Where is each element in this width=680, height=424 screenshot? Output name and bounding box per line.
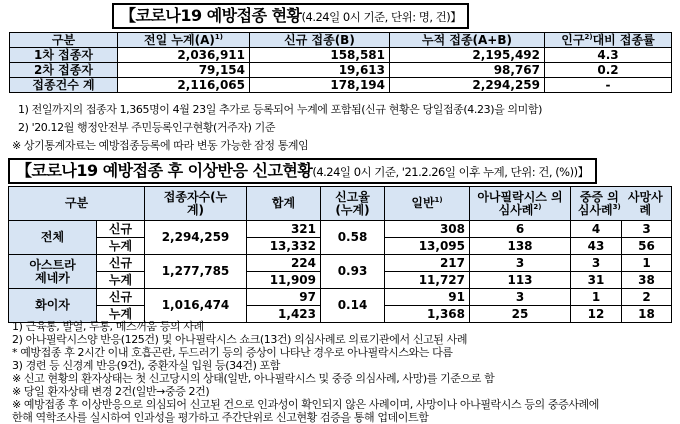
cell-severe: 43 [571, 238, 622, 255]
row-label: 접종건수 계 [10, 78, 118, 93]
col-header-total: 합계 [247, 187, 321, 221]
cell-rate: 0.58 [321, 221, 385, 255]
cell-death: 18 [622, 306, 672, 323]
adverse-reaction-title [8, 158, 597, 184]
title-sub: (4.24일 0시 기준, '21.2.26일 이후 누계, 단위: 건, (%))】 [312, 165, 589, 179]
cell-new: 178,194 [250, 78, 390, 93]
title-sub: (4.24일 0시 기준, 단위: 명, 건)】 [301, 10, 462, 24]
title-main: 【코로나19 예방접종 후 이상반응 신고현황 [16, 161, 313, 180]
cell-anaph: 113 [470, 272, 571, 289]
col-header-anaph: 아나필락시스 의심사례$^{2)}$ [470, 187, 571, 221]
cell-prev: 2,116,065 [118, 78, 250, 93]
note-a4: 3) 경련 등 신경계 반응(9건), 중환자실 입원 등(34건) 포함 [12, 359, 281, 372]
row-kind: 누계 [97, 306, 145, 323]
note-3: ※ 상기통계자료는 예방접종등록에 따라 변동 가능한 잠정 통계임 [12, 139, 309, 152]
cell-total: 224 [247, 255, 321, 272]
cell-rate: 0.2 [545, 63, 672, 78]
vaccination-status-table [9, 32, 672, 93]
cell-death: 2 [622, 289, 672, 306]
cell-death: 38 [622, 272, 672, 289]
table-row [10, 78, 672, 93]
cell-death: 3 [622, 221, 672, 238]
note-a3: * 예방접종 후 2시간 이내 호흡곤란, 두드러기 등의 증상이 나타난 경우로 아나필락시스와는 다름 [12, 346, 453, 359]
col-header-cum: 누적 접종(A+B) [390, 33, 545, 48]
cell-anaph: 3 [470, 289, 571, 306]
col-header-new: 신규 접종(B) [250, 33, 390, 48]
note-1: 1) 전일까지의 접종자 1,365명이 4월 23일 추가로 등록되어 누계에 포함됨(신규 현황은 당일접종(4.23)을 의미함) [18, 103, 542, 116]
cell-rate: 0.93 [321, 255, 385, 289]
table-header-row [10, 33, 672, 48]
row-kind: 신규 [97, 255, 145, 272]
cell-total: 13,332 [247, 238, 321, 255]
note-a2: 2) 아나필락시스양 반응(125건) 및 아나필락시스 쇼크(13건) 의심사례로 의료기관에서 신고된 사례 [12, 333, 468, 346]
title-main: 【코로나19 예방접종 현황 [120, 6, 302, 25]
col-header-rate: 인구$^{2)}$대비 접종률 [545, 33, 672, 48]
row-label: 2차 접종자 [10, 63, 118, 78]
group-label: 아스트라 제네카 [9, 255, 97, 289]
note-a6: ※ 당일 환자상태 변경 2건(일반→중증 2건) [12, 385, 210, 398]
col-header-severe: 중증 의심사례$^{3)}$ 사망사례 [571, 187, 672, 221]
cell-cum: 2,294,259 [390, 78, 545, 93]
cell-total: 11,909 [247, 272, 321, 289]
note-2: 2) '20.12월 행정안전부 주민등록인구현황(거주자) 기준 [18, 121, 276, 134]
cell-severe: 1 [571, 289, 622, 306]
table-row [9, 289, 672, 306]
cell-general: 217 [385, 255, 470, 272]
cell-vaccinated: 1,016,474 [145, 289, 247, 323]
col-header-general: 일반$^{1)}$ [385, 187, 470, 221]
table-row [10, 63, 672, 78]
cell-severe: 3 [571, 255, 622, 272]
cell-general: 1,368 [385, 306, 470, 323]
note-a5: ※ 신고 현황의 환자상태는 첫 신고당시의 상태(일반, 아나필락시스 및 중증 의심사례, 사망)를 기준으로 함 [12, 372, 495, 385]
group-label: 화이자 [9, 289, 97, 323]
cell-total: 321 [247, 221, 321, 238]
group-label: 전체 [9, 221, 97, 255]
row-kind: 신규 [97, 221, 145, 238]
cell-anaph: 25 [470, 306, 571, 323]
cell-severe: 12 [571, 306, 622, 323]
col-header-group: 구분 [10, 33, 118, 48]
cell-general: 11,727 [385, 272, 470, 289]
table-header-row [9, 187, 672, 221]
cell-rate: 0.14 [321, 289, 385, 323]
col-header-group: 구분 [9, 187, 145, 221]
cell-prev: 2,036,911 [118, 48, 250, 63]
row-kind: 누계 [97, 238, 145, 255]
table-row [9, 255, 672, 272]
col-header-rate: 신고율(누계) [321, 187, 385, 221]
col-header-vaccinated: 접종자수(누계) [145, 187, 247, 221]
col-header-prev: 전일 누계$(A)^{1)}$ [118, 33, 250, 48]
note-a7: ※ 예방접종 후 이상반응으로 의심되어 신고된 건으로 인과성이 확인되지 않은 사례이며, 사망이나 아나필락시스 등의 중증사례에 [12, 398, 600, 411]
note-a8: 한해 역학조사를 실시하여 인과성을 평가하고 주간단위로 신고현황 검증을 통해 업데이트함 [12, 411, 429, 424]
cell-cum: 98,767 [390, 63, 545, 78]
cell-severe: 31 [571, 272, 622, 289]
cell-anaph: 3 [470, 255, 571, 272]
cell-general: 91 [385, 289, 470, 306]
row-kind: 신규 [97, 289, 145, 306]
cell-cum: 2,195,492 [390, 48, 545, 63]
cell-new: 19,613 [250, 63, 390, 78]
cell-death: 1 [622, 255, 672, 272]
cell-rate: 4.3 [545, 48, 672, 63]
row-label: 1차 접종자 [10, 48, 118, 63]
cell-general: 13,095 [385, 238, 470, 255]
cell-severe: 4 [571, 221, 622, 238]
cell-total: 1,423 [247, 306, 321, 323]
cell-anaph: 6 [470, 221, 571, 238]
note-a1: 1) 근육통, 발열, 두통, 메스꺼움 등의 사례 [12, 320, 204, 333]
cell-total: 97 [247, 289, 321, 306]
cell-new: 158,581 [250, 48, 390, 63]
cell-anaph: 138 [470, 238, 571, 255]
cell-death: 56 [622, 238, 672, 255]
row-kind: 누계 [97, 272, 145, 289]
adverse-reaction-table [8, 186, 672, 323]
cell-vaccinated: 2,294,259 [145, 221, 247, 255]
cell-general: 308 [385, 221, 470, 238]
cell-vaccinated: 1,277,785 [145, 255, 247, 289]
table-row [9, 221, 672, 238]
vaccination-status-title [112, 3, 469, 29]
table-row [10, 48, 672, 63]
cell-rate: - [545, 78, 672, 93]
cell-prev: 79,154 [118, 63, 250, 78]
